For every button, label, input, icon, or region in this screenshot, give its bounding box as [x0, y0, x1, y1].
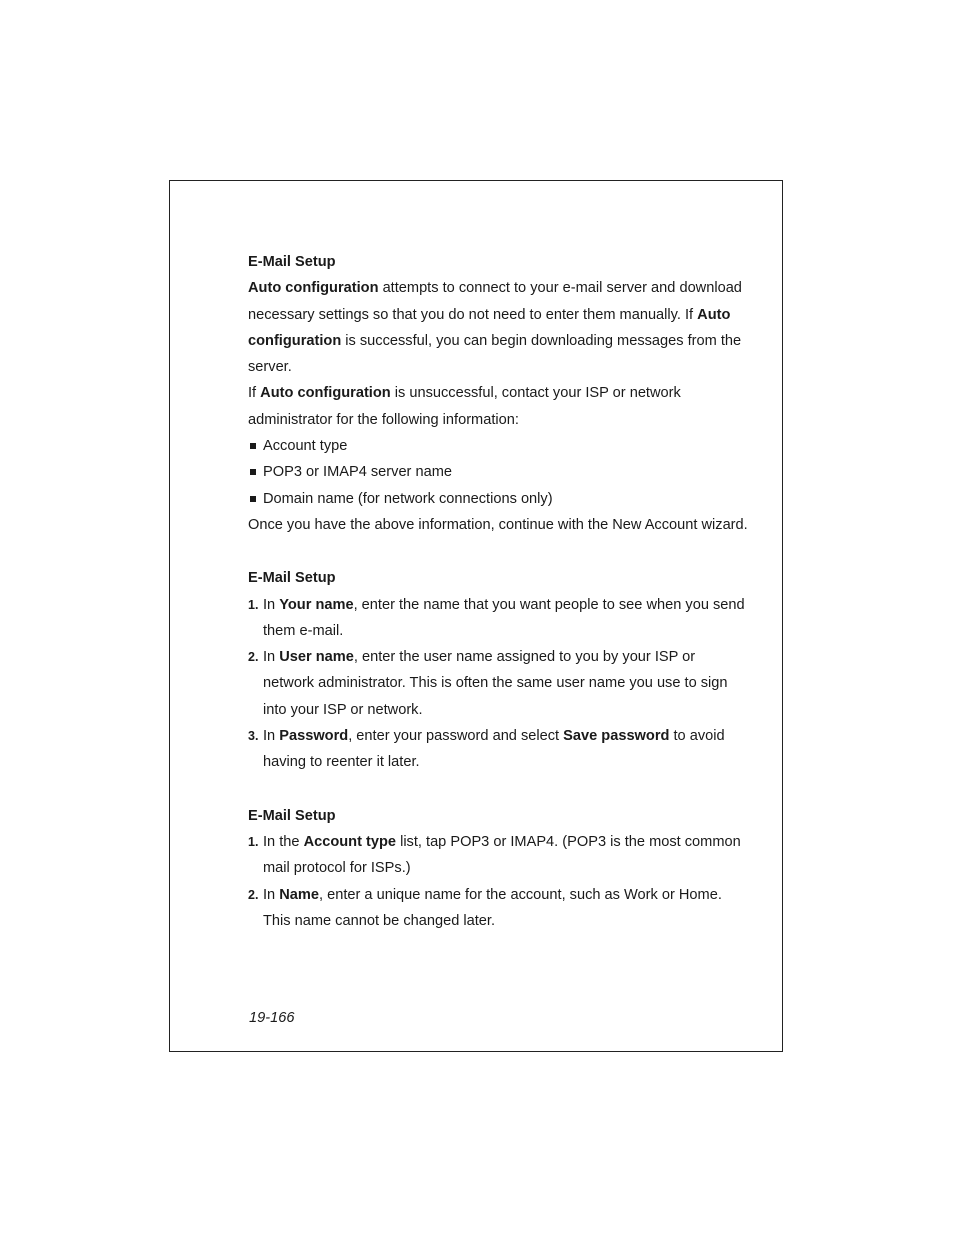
section-1-heading: E-Mail Setup — [248, 254, 336, 270]
step-number: 1. — [248, 834, 259, 849]
step-text: In — [263, 649, 280, 666]
required-info-list — [248, 433, 748, 512]
paragraph-text: is unsuccessful, contact your ISP or network administrator for the following information: — [248, 385, 681, 428]
list-item — [248, 486, 748, 512]
field-name: Account type — [303, 833, 397, 850]
list-item — [248, 433, 748, 459]
field-name: Name — [279, 886, 319, 903]
list-item-text: Domain name (for network connections only) — [263, 490, 553, 507]
page-content — [248, 249, 748, 934]
closing-paragraph: Once you have the above information, continue with the New Account wizard. — [248, 516, 748, 533]
square-bullet-icon — [250, 443, 256, 449]
step-text: , enter your password and select — [348, 728, 564, 745]
list-item-text: Account type — [263, 438, 348, 455]
step-text: list, tap POP3 or IMAP4. (POP3 is the most common mail protocol for ISPs.) — [263, 833, 741, 877]
paragraph-text: attempts to connect to your e-mail server and download necessary settings so that you do not need to enter them manually. If — [248, 280, 742, 323]
list-item-text: POP3 or IMAP4 server name — [263, 464, 452, 481]
step-text: In the — [263, 833, 304, 850]
step-item — [248, 592, 748, 645]
step-item — [248, 723, 748, 776]
step-item — [248, 644, 748, 723]
step-number: 2. — [248, 650, 259, 665]
square-bullet-icon — [250, 469, 256, 475]
step-text: , enter the user name assigned to you by your ISP or network administrator. This is often the same user name you use to sign into your ISP or network. — [263, 649, 728, 718]
step-item — [248, 829, 748, 882]
term-auto-configuration: Auto configuration — [260, 385, 391, 402]
step-number: 1. — [248, 597, 259, 612]
term-auto-configuration: Auto configuration — [248, 280, 379, 297]
auto-config-paragraph — [248, 275, 748, 380]
field-name: Password — [279, 728, 349, 745]
steps-list-section-2 — [248, 592, 748, 776]
paragraph-text: is successful, you can begin downloading messages from the server. — [248, 332, 742, 376]
step-text: , enter the name that you want people to see when you send them e-mail. — [263, 596, 745, 639]
step-number: 2. — [248, 887, 259, 902]
list-item — [248, 459, 748, 485]
section-spacer — [248, 776, 748, 803]
field-name: User name — [279, 649, 354, 666]
field-name: Your name — [279, 596, 354, 613]
steps-list-section-3 — [248, 829, 748, 934]
section-spacer — [248, 538, 748, 565]
step-text: In — [263, 886, 280, 903]
section-2-heading: E-Mail Setup — [248, 570, 336, 587]
square-bullet-icon — [250, 496, 256, 502]
option-name: Save password — [563, 728, 670, 745]
step-number: 3. — [248, 729, 259, 744]
unsuccessful-paragraph — [248, 380, 748, 433]
page-number: 19-166 — [249, 1010, 295, 1026]
step-text: to avoid having to reenter it later. — [263, 728, 725, 771]
step-text: In — [263, 596, 280, 613]
term-auto-configuration: Auto configuration — [248, 306, 731, 349]
step-text: In — [263, 728, 280, 745]
section-3-heading: E-Mail Setup — [248, 807, 336, 824]
paragraph-text: If — [248, 385, 261, 402]
step-item — [248, 882, 748, 935]
step-text: , enter a unique name for the account, such as Work or Home. This name cannot be changed later. — [263, 886, 722, 929]
